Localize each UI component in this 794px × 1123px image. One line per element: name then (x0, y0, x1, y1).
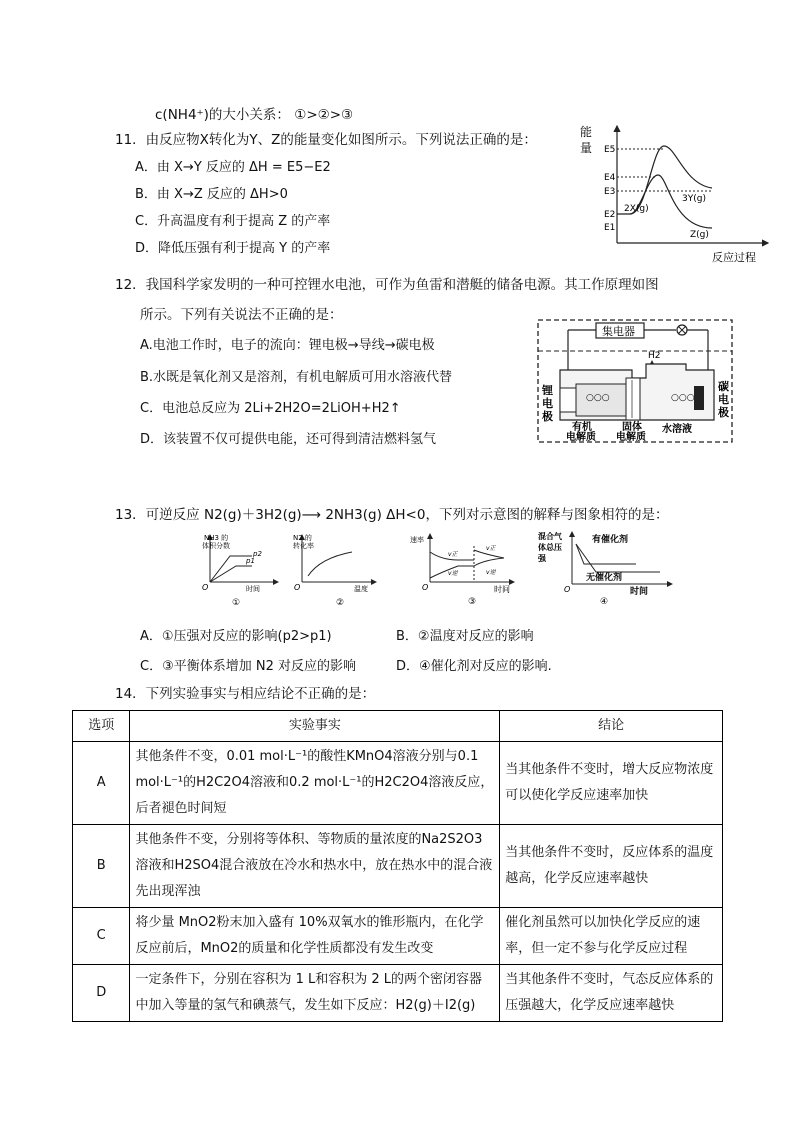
row-conclusion: 当其他条件不变时，气态反应体系的压强越大，化学反应速率越快 (500, 965, 723, 1022)
table-row (73, 908, 723, 965)
top-line: c(NH4⁺)的大小关系： ①>②>③ (155, 107, 354, 123)
g4-ylabel-1: 混合气 (538, 532, 562, 541)
g4-cat-label: 有催化剂 (592, 535, 629, 545)
q11-option-c: C．升高温度有利于提高 Z 的产率 (135, 214, 331, 229)
g4-xlabel: 时间 (630, 587, 649, 597)
header-conclusion: 结论 (500, 711, 723, 742)
q11-stem: 11．由反应物X转化为Y、Z的能量变化如图所示。下列说法正确的是： (115, 132, 537, 148)
g4-nocat-label: 无催化剂 (586, 573, 623, 583)
g3-ylabel: 速率 (410, 536, 424, 544)
q11-y-label: 3Y(g) (682, 194, 706, 204)
q12-solid-1: 固体 (622, 422, 642, 433)
row-option: A (73, 742, 130, 825)
q14-table (72, 710, 723, 1022)
row-conclusion: 当其他条件不变时，增大反应物浓度可以使化学反应速率加快 (500, 742, 723, 825)
q13-option-b: B．②温度对反应的影响 (396, 629, 534, 644)
svg-text:○○○: ○○○ (671, 393, 695, 403)
table-header-row (73, 711, 723, 742)
g2-ylabel-1: N2 的 (293, 534, 312, 542)
table-row (73, 825, 723, 908)
g1-ylabel-1: NH3 的 (204, 534, 229, 542)
g4-origin: O (564, 585, 571, 594)
row-conclusion: 当其他条件不变时，反应体系的温度越高，化学反应速率越快 (500, 825, 723, 908)
g4-ylabel-3: 强 (538, 554, 546, 563)
q11-xlabel: 反应过程 (712, 251, 756, 264)
q12-organic-2: 电解质 (566, 432, 596, 443)
g2-number: ② (336, 598, 345, 608)
header-option: 选项 (73, 711, 130, 742)
q13-graph-3 (408, 530, 518, 608)
q13-graph-2 (290, 532, 380, 608)
q12-option-d: D．该装置不仅可提供电能，还可得到清洁燃料氢气 (140, 432, 437, 447)
row-option: B (73, 825, 130, 908)
g4-number: ④ (600, 597, 609, 607)
q12-c-label-3: 极 (718, 406, 729, 419)
g1-xlabel: 时间 (246, 585, 260, 593)
q11-e3: E3 (604, 187, 616, 197)
q11-option-b: B．由 X→Z 反应的 ΔH>0 (135, 187, 288, 202)
g2-origin: O (294, 583, 301, 592)
g2-xlabel: 温度 (354, 585, 368, 593)
table-row (73, 965, 723, 1022)
g1-p2: p2 (253, 550, 262, 558)
g4-ylabel-2: 体总压 (538, 543, 562, 552)
q12-stem-1: 12．我国科学家发明的一种可控锂水电池，可作为鱼雷和潜艇的储备电源。其工作原理如图 (115, 277, 659, 293)
q13-option-a: A．①压强对反应的影响(p2>p1) (140, 629, 332, 644)
row-fact: 一定条件下，分别在容积为 1 L和容积为 2 L的两个密闭容器中加入等量的氢气和碘蒸气，发生如下反应：H2(g)＋I2(g) (130, 965, 500, 1022)
q14-stem: 14．下列实验事实与相应结论不正确的是： (115, 686, 376, 702)
q12-h2-label: H2 (648, 351, 661, 361)
q13-option-d: D．④催化剂对反应的影响. (396, 659, 552, 674)
q11-e5: E5 (604, 145, 616, 155)
g3-vz-1: v正 (448, 551, 458, 558)
row-fact: 其他条件不变，0.01 mol·L⁻¹的酸性KMnO4溶液分别与0.1 mol·L⁻¹的H2C2O4溶液和0.2 mol·L⁻¹的H2C2O4溶液反应，后者褪色时间短 (130, 742, 500, 825)
g1-number: ① (232, 598, 241, 608)
g3-origin: O (422, 583, 429, 592)
q12-option-c: C．电池总反应为 2Li+2H2O=2LiOH+H2↑ (140, 401, 401, 416)
q12-li-label-2: 电 (542, 397, 553, 410)
row-option: D (73, 965, 130, 1022)
q12-stem-2: 所示。下列有关说法不正确的是： (140, 307, 343, 323)
q12-option-b: B.水既是氧化剂又是溶剂，有机电解质可用水溶液代替 (140, 370, 453, 385)
row-fact: 其他条件不变，分别将等体积、等物质的量浓度的Na2S2O3溶液和H2SO4混合液放在冷水和热水中，放在热水中的混合液先出现浑浊 (130, 825, 500, 908)
q11-e1: E1 (604, 223, 616, 233)
q11-x-label: 2X(g) (624, 204, 649, 214)
q11-z-label: Z(g) (690, 230, 709, 240)
q12-li-label-1: 锂 (542, 384, 553, 397)
q12-li-label-3: 极 (542, 410, 553, 423)
g2-ylabel-2: 转化率 (293, 542, 314, 550)
q11-energy-diagram (572, 118, 772, 266)
row-conclusion: 催化剂虽然可以加快化学反应的速率，但一定不参与化学反应过程 (500, 908, 723, 965)
row-option: C (73, 908, 130, 965)
q12-water-label: 水溶液 (662, 424, 692, 435)
q12-solid-2: 电解质 (616, 432, 646, 443)
g3-xlabel: 时间 (494, 585, 510, 594)
q11-option-a: A．由 X→Y 反应的 ΔH = E5−E2 (135, 160, 331, 175)
q12-option-a: A.电池工作时，电子的流向：锂电极→导线→碳电极 (140, 338, 435, 353)
q12-c-label-2: 电 (718, 393, 729, 406)
q11-e2: E2 (604, 210, 616, 220)
q11-ylabel-2: 量 (580, 141, 593, 155)
q11-option-d: D．降低压强有利于提高 Y 的产率 (135, 241, 331, 256)
g3-vz-2: v正 (486, 545, 496, 552)
table-row (73, 742, 723, 825)
q13-option-c: C．③平衡体系增加 N2 对反应的影响 (140, 659, 356, 674)
g1-p1: p1 (246, 557, 255, 565)
g1-ylabel-2: 体积分数 (202, 542, 230, 550)
q13-stem: 13．可逆反应 N2(g)＋3H2(g)⟶ 2NH3(g) ΔH<0，下列对示意图的解释与图象相符的是： (115, 507, 669, 523)
svg-text:○○○: ○○○ (586, 393, 610, 403)
g3-number: ③ (468, 597, 477, 607)
g1-origin: O (202, 583, 209, 592)
g3-vn-1: v逆 (448, 570, 458, 577)
q11-e4: E4 (604, 173, 616, 183)
q13-graph-4 (536, 528, 676, 608)
g3-vn-2: v逆 (486, 569, 496, 576)
q12-c-label-1: 碳 (718, 380, 729, 393)
q13-graph-1 (200, 532, 280, 608)
q12-battery-diagram (536, 318, 734, 444)
row-fact: 将少量 MnO2粉末加入盛有 10%双氧水的锥形瓶内，在化学反应前后，MnO2的质量和化学性质都没有发生改变 (130, 908, 500, 965)
q12-organic-1: 有机 (572, 422, 592, 433)
q12-collector-label: 集电器 (602, 325, 635, 338)
q11-ylabel-1: 能 (580, 125, 593, 139)
header-fact: 实验事实 (130, 711, 500, 742)
